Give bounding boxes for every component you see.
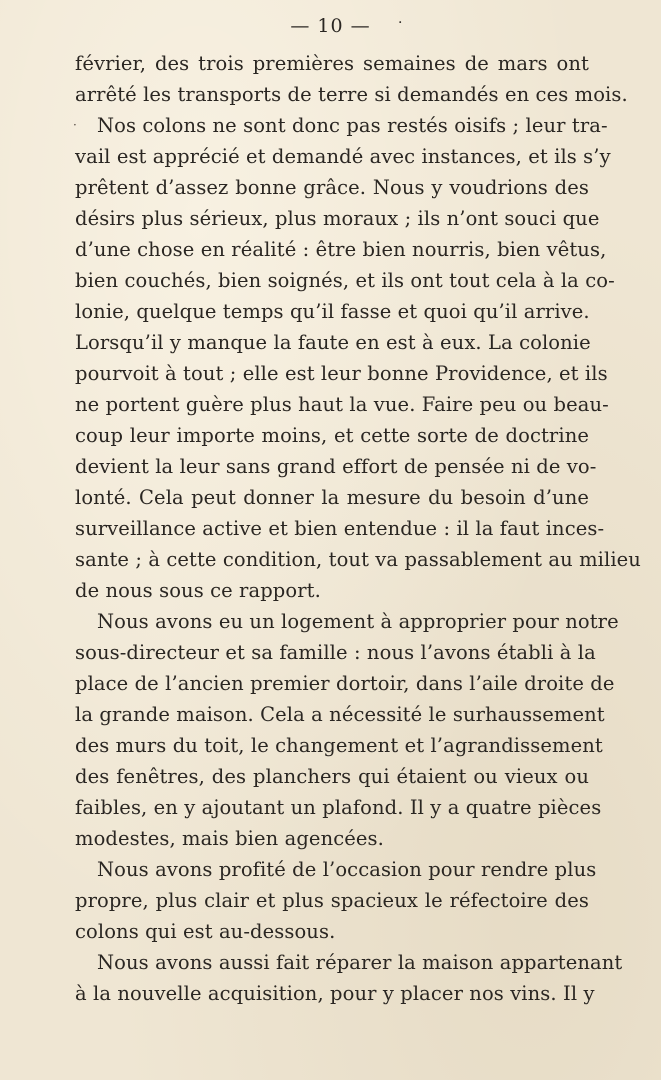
text-line: arrêté les transports de terre si demandés en ces mois. [75, 83, 628, 106]
text-line: février, des trois premières semaines de mars ont [75, 52, 589, 75]
stray-mark: · [73, 118, 77, 132]
text-line: lonté. Cela peut donner la mesure du besoin d’une [75, 486, 589, 509]
text-line: faibles, en y ajoutant un plafond. Il y a quatre pièces [75, 796, 602, 819]
text-line: Nous avons eu un logement à approprier pour notre [97, 610, 619, 633]
text-line: propre, plus clair et plus spacieux le réfectoire des [75, 889, 589, 912]
text-line: désirs plus sérieux, plus moraux ; ils n’ont souci que [75, 207, 600, 230]
text-line: Nos colons ne sont donc pas restés oisifs ; leur tra- [97, 114, 608, 137]
text-line: Lorsqu’il y manque la faute en est à eux. La colonie [75, 331, 591, 354]
text-line: surveillance active et bien entendue : il la faut inces- [75, 517, 605, 540]
text-line: lonie, quelque temps qu’il fasse et quoi qu’il arrive. [75, 300, 590, 323]
page-number-text: — 10 — [290, 15, 371, 37]
page-number [0, 15, 661, 37]
text-line: devient la leur sans grand effort de pensée ni de vo- [75, 455, 597, 478]
text-line: bien couchés, bien soignés, et ils ont tout cela à la co- [75, 269, 615, 292]
text-line: de nous sous ce rapport. [75, 579, 321, 602]
text-line: la grande maison. Cela a nécessité le surhaussement [75, 703, 605, 726]
text-line: sous-directeur et sa famille : nous l’avons établi à la [75, 641, 596, 664]
text-line: d’une chose en réalité : être bien nourris, bien vêtus, [75, 238, 607, 261]
text-line: prêtent d’assez bonne grâce. Nous y voudrions des [75, 176, 589, 199]
text-line: Nous avons aussi fait réparer la maison appartenant [97, 951, 623, 974]
text-line: ne portent guère plus haut la vue. Faire peu ou beau- [75, 393, 609, 416]
text-line: vail est apprécié et demandé avec instances, et ils s’y [75, 145, 611, 168]
text-line: place de l’ancien premier dortoir, dans l’aile droite de [75, 672, 615, 695]
text-line: coup leur importe moins, et cette sorte de doctrine [75, 424, 589, 447]
text-line: colons qui est au-dessous. [75, 920, 336, 943]
page-number-dot: · [398, 15, 404, 31]
text-line: des fenêtres, des planchers qui étaient ou vieux ou [75, 765, 589, 788]
text-line: à la nouvelle acquisition, pour y placer nos vins. Il y [75, 982, 595, 1005]
text-line: modestes, mais bien agencées. [75, 827, 384, 850]
body-text [75, 48, 641, 1009]
text-line: Nous avons profité de l’occasion pour rendre plus [97, 858, 597, 881]
text-line: des murs du toit, le changement et l’agrandissement [75, 734, 603, 757]
text-line: sante ; à cette condition, tout va passablement au milieu [75, 548, 641, 571]
text-line: pourvoit à tout ; elle est leur bonne Providence, et ils [75, 362, 608, 385]
